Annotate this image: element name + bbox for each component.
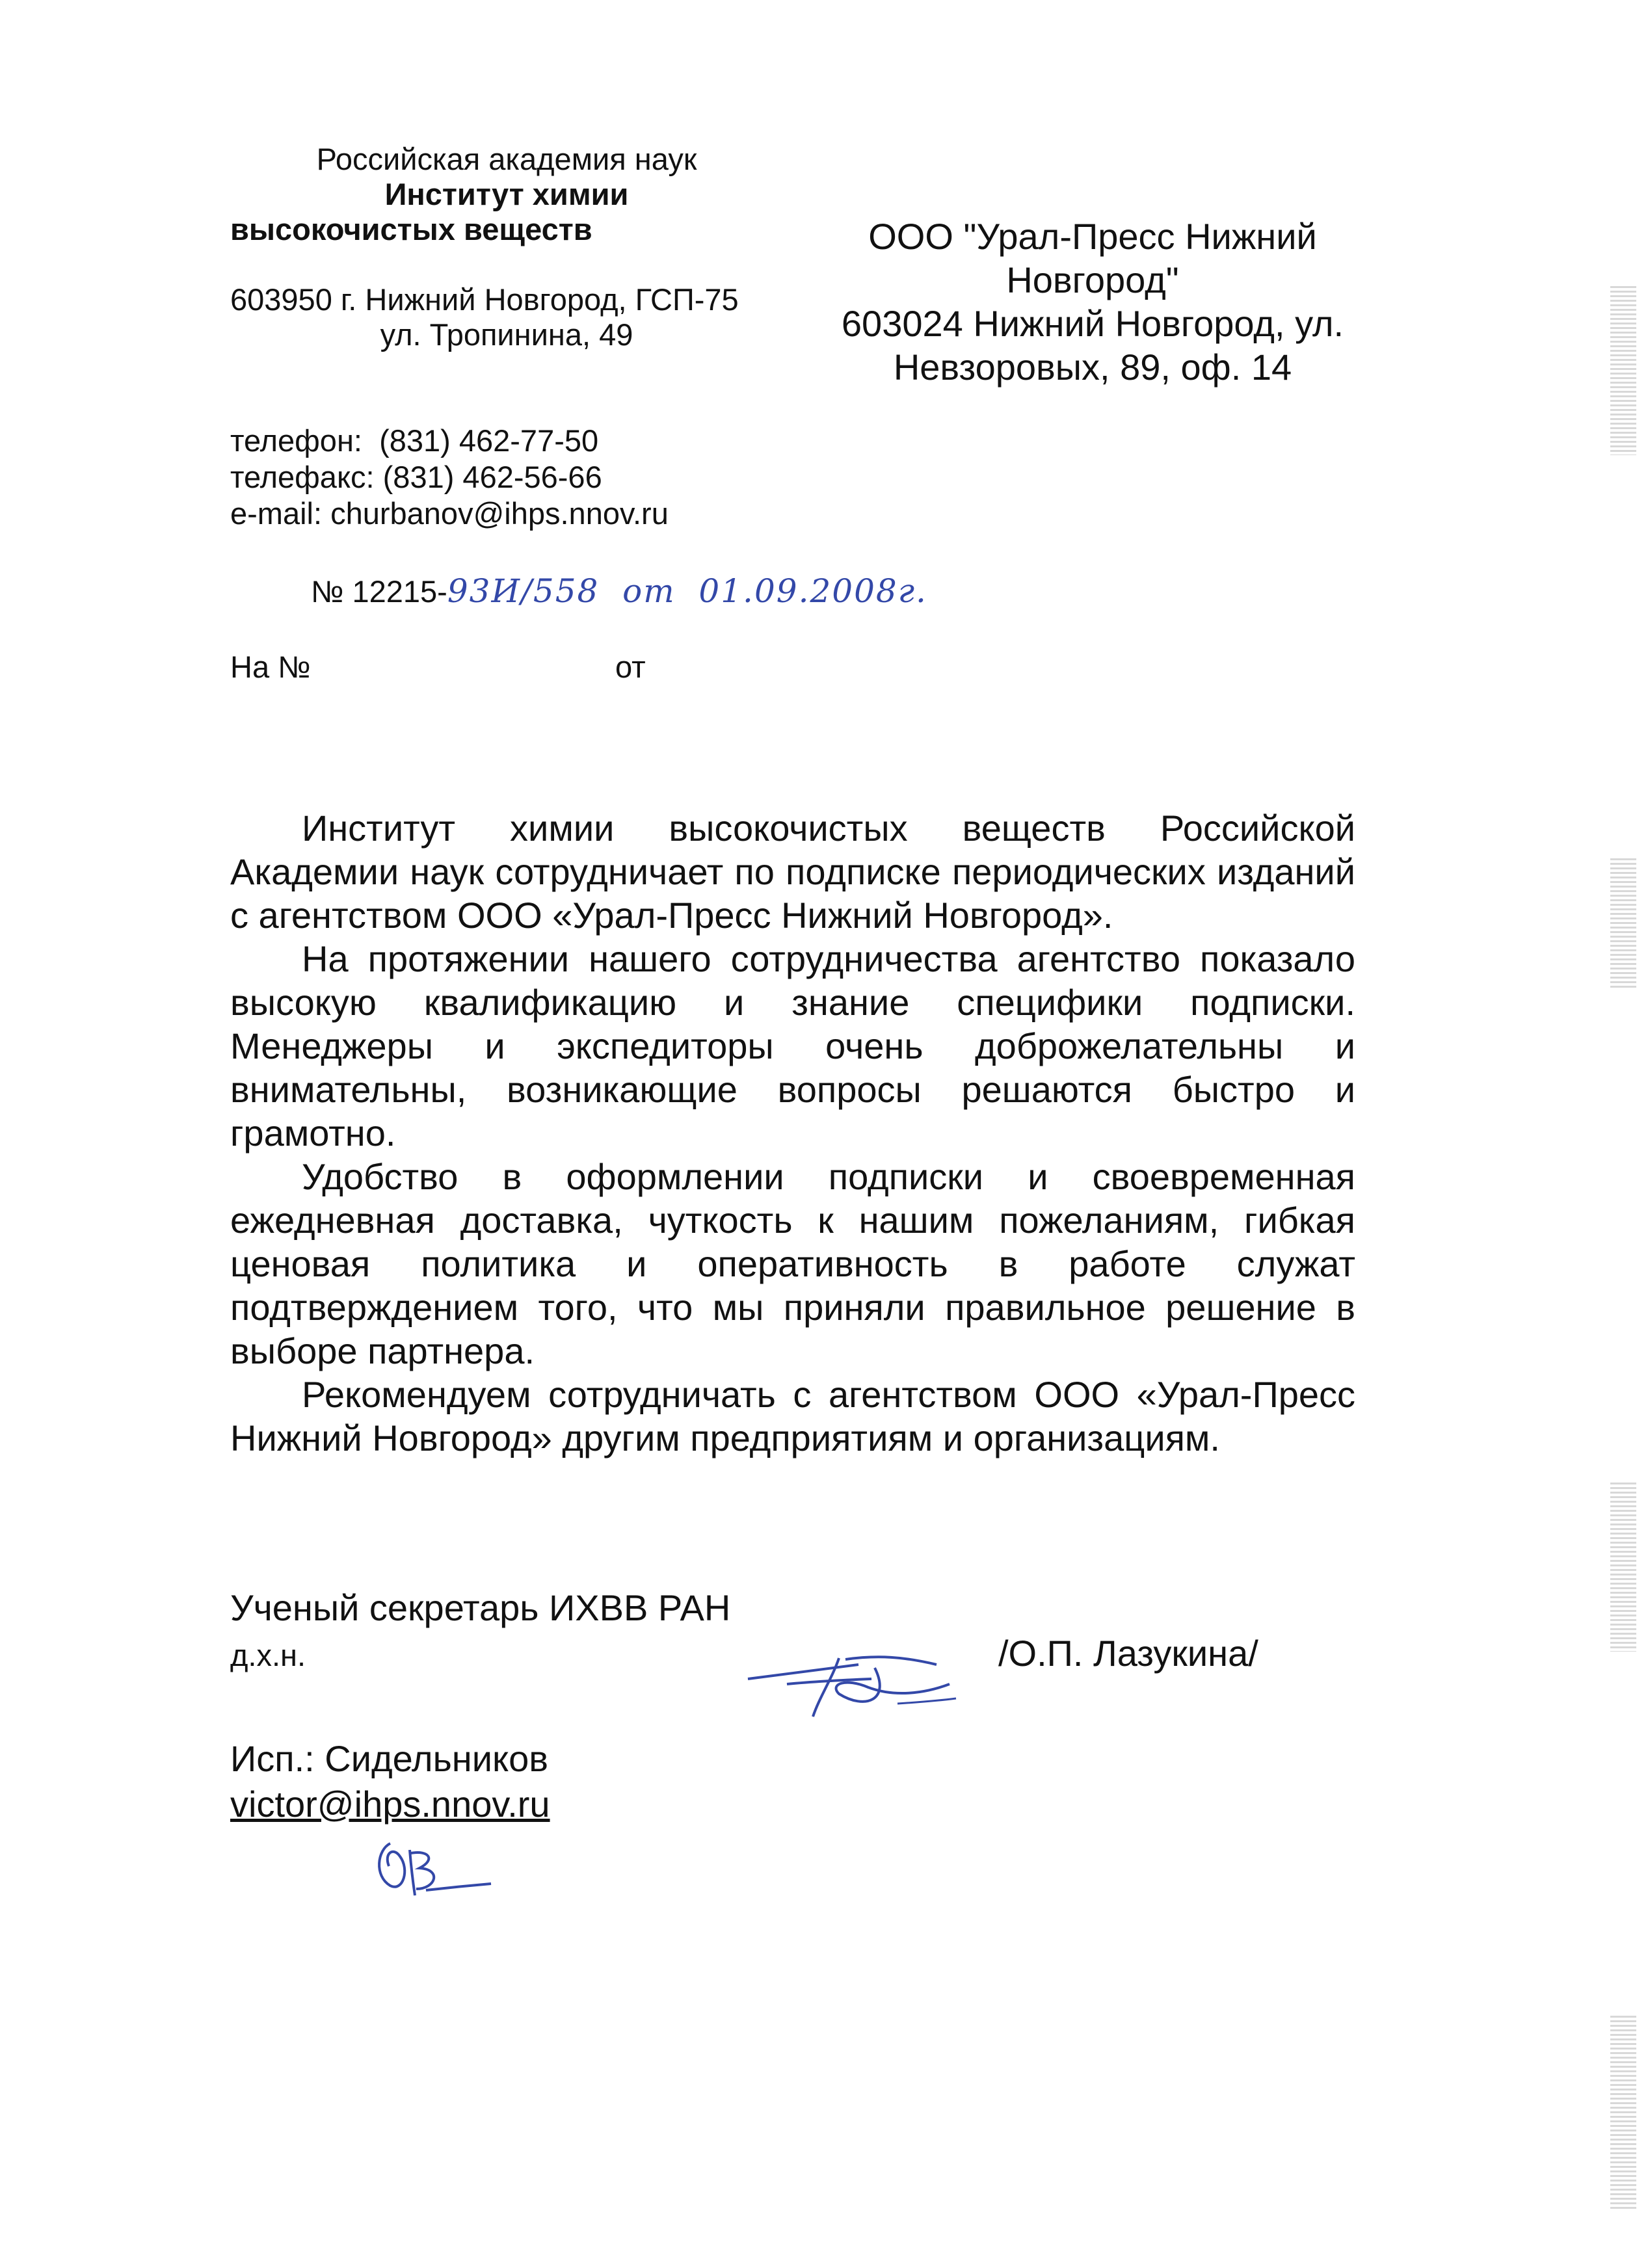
scan-edge-mark [1610,286,1636,455]
recipient-line3: 603024 Нижний Новгород, ул. [841,303,1344,344]
recipient-line2: Новгород" [1006,259,1179,300]
phone-line: телефон: (831) 462-77-50 [230,423,599,458]
handwritten-signature [741,1639,963,1723]
sender-address-line2: ул. Тропинина, 49 [380,317,633,352]
body-paragraph-1: Институт химии высокочистых веществ Российской Академии наук сотрудничает по подписке периодических изданий с агентством ООО «Урал-Пресс Нижний Новгород». [230,808,1355,936]
scan-edge-mark [1610,2016,1636,2211]
body-paragraph-2: На протяжении нашего сотрудничества агентство показало высокую квалификацию и знание специфики подписки. Менеджеры и экспедиторы очень доброжелательны и внимательны, возникающие вопросы решаются быстро и грамотно. [230,938,1355,1154]
fax-line: телефакс: (831) 462-56-66 [230,460,602,494]
reply-date-label: от [615,650,646,684]
signer-name: /О.П. Лазукина/ [998,1633,1258,1674]
outgoing-number-handwritten: 93И/558 от 01.09.2008г. [447,572,927,610]
scan-edge-mark [1610,858,1636,988]
sender-address-line1: 603950 г. Нижний Новгород, ГСП-75 [230,282,739,317]
email-line: e-mail: churbanov@ihps.nnov.ru [230,496,669,531]
letter-body [230,806,1355,1460]
sender-org-institute: Институт химии [384,177,629,211]
body-paragraph-3: Удобство в оформлении подписки и своевременная ежедневная доставка, чуткость к нашим пожеланиям, гибкая ценовая политика и оперативность в работе служат подтверждением того, что мы приняли правильное решение в выборе партнера. [230,1156,1355,1371]
reply-number-label: На № [230,650,311,684]
outgoing-number-prefix: № 12215- [311,574,447,609]
contacts-block [230,423,669,532]
sender-org-institute-cont: высокочистых веществ [230,212,592,246]
recipient-line4: Невзоровых, 89, оф. 14 [893,347,1292,388]
sender-org-academy: Российская академия наук [316,142,697,176]
outgoing-number [311,572,927,610]
executor-initials [364,1830,494,1902]
body-paragraph-4: Рекомендуем сотрудничать с агентством ООО «Урал-Пресс Нижний Новгород» другим предприятиям и организациям. [230,1374,1355,1458]
sender-block [230,142,783,352]
recipient-line1: ООО "Урал-Пресс Нижний [868,216,1317,257]
executor-block [230,1736,550,1827]
reply-reference [230,649,646,685]
signer-position: Ученый секретарь ИХВВ РАН [230,1587,731,1628]
signer-degree: д.х.н. [230,1638,306,1672]
executor-email[interactable]: victor@ihps.nnov.ru [230,1784,550,1825]
recipient-block [806,215,1379,389]
scan-edge-mark [1610,1483,1636,1652]
executor-name: Исп.: Сидельников [230,1738,549,1779]
